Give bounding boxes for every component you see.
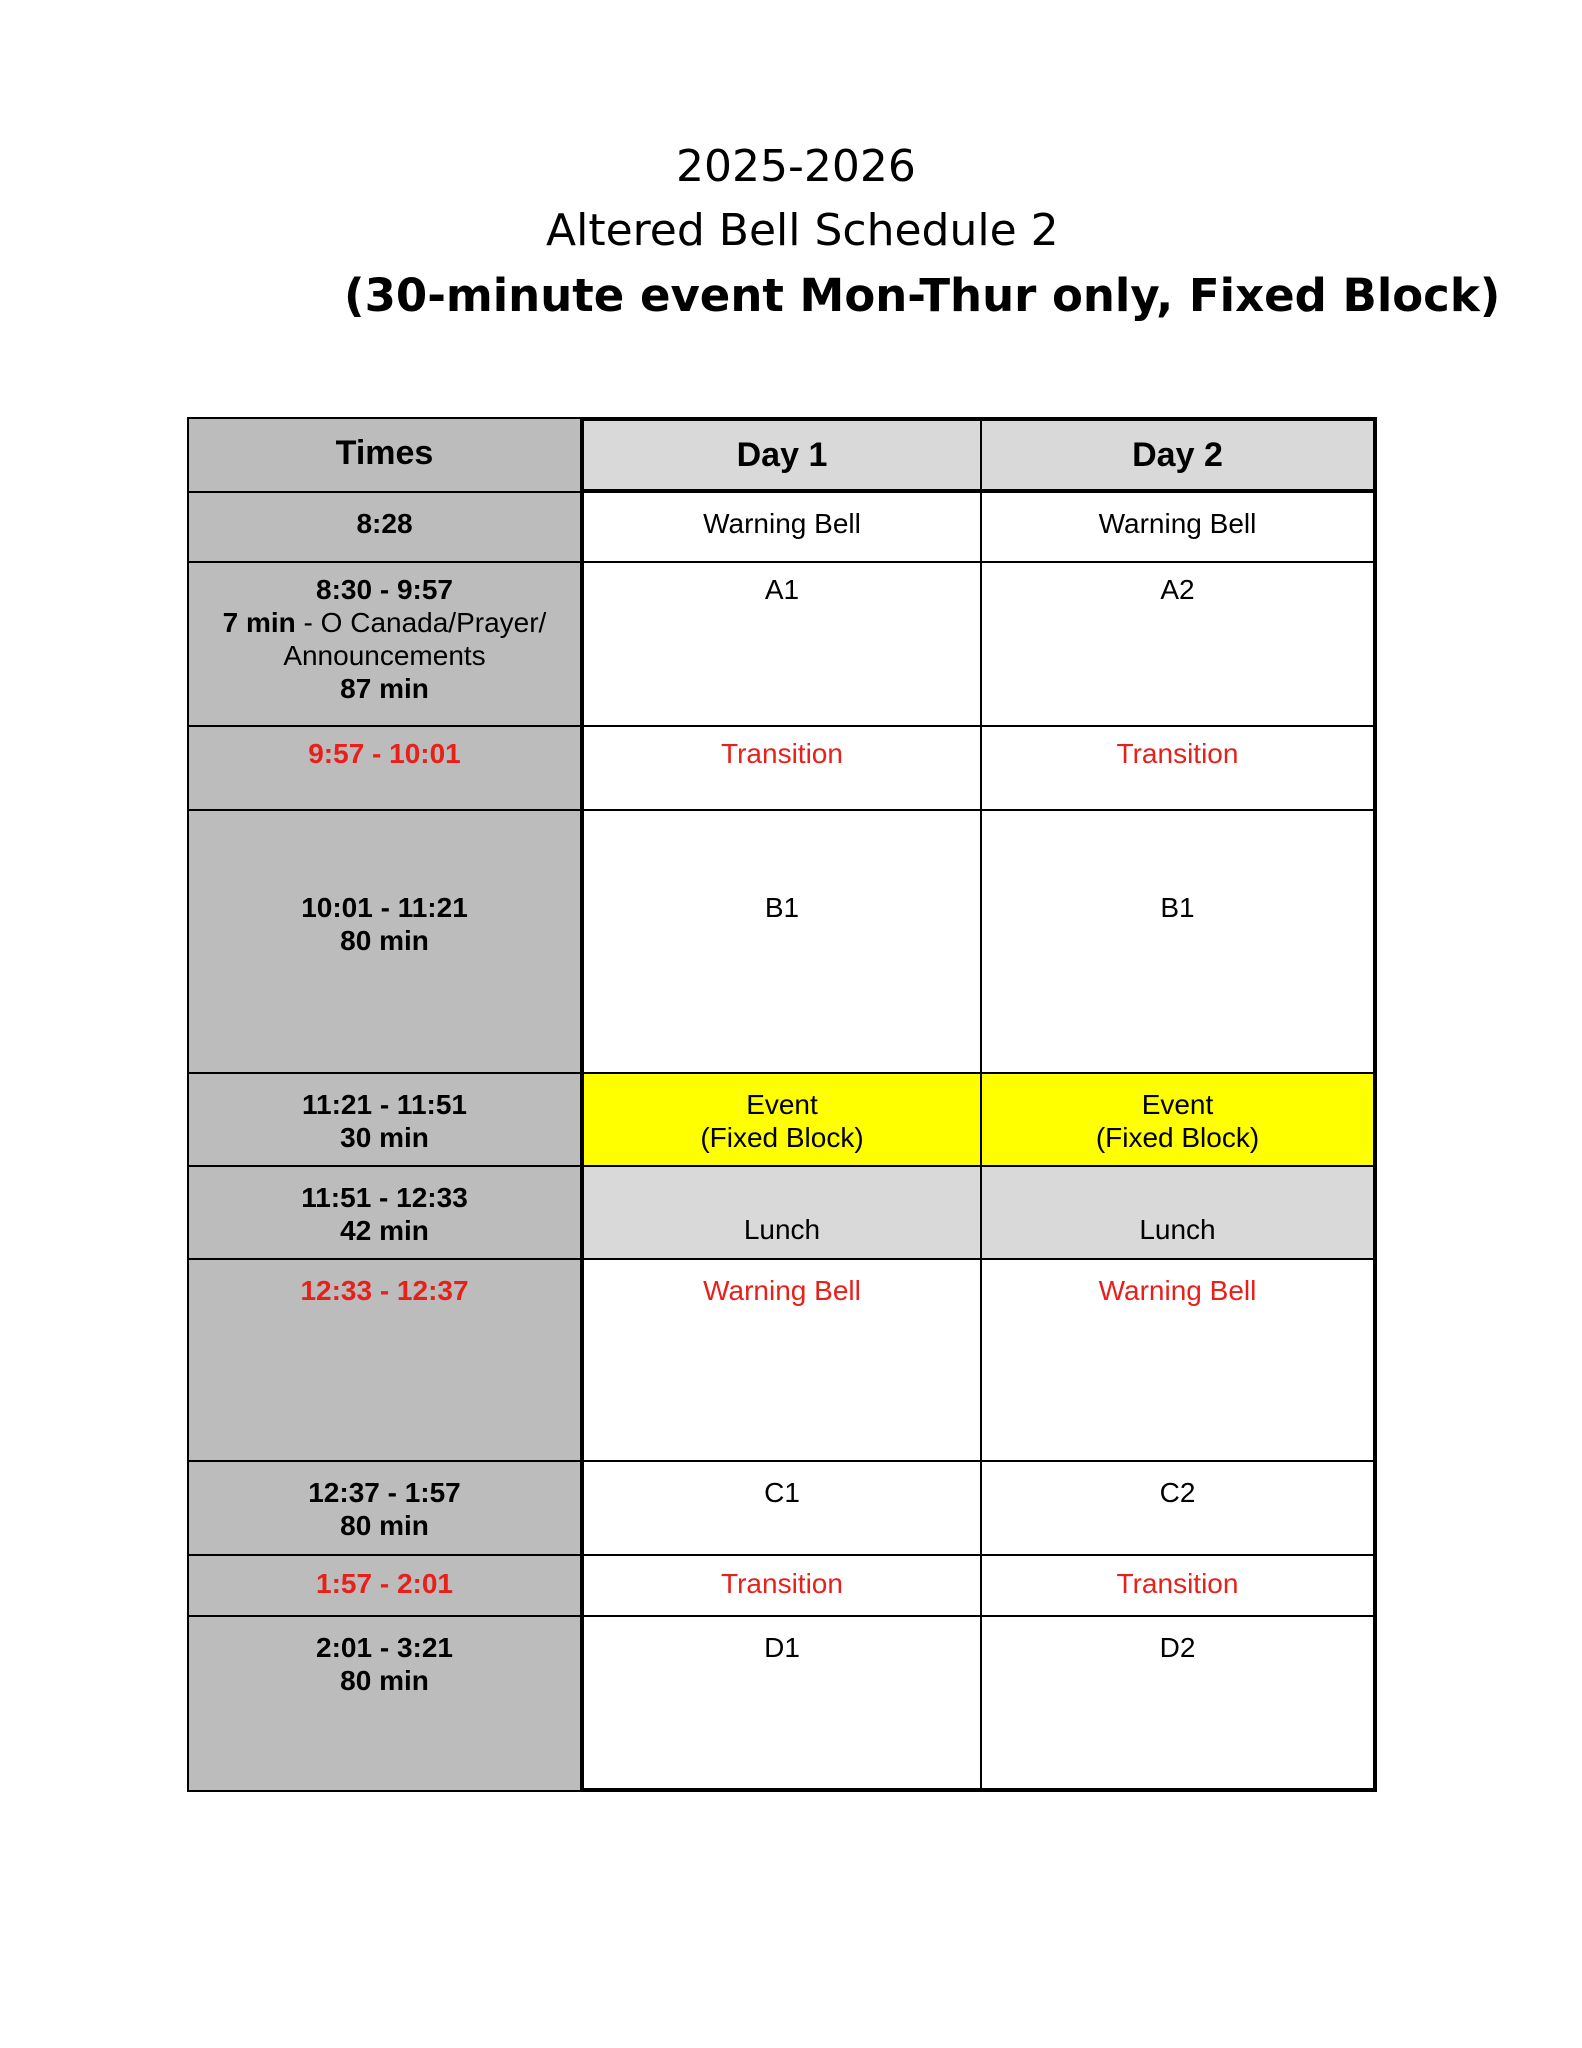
event-label: Event [746, 1089, 818, 1120]
event-note: (Fixed Block) [1095, 1122, 1260, 1153]
day1-lunch-cell: Lunch [580, 1167, 980, 1260]
time-note: Announcements [283, 640, 486, 671]
day1-cell: C1 [580, 1462, 980, 1556]
time-range: 10:01 - 11:21 [301, 892, 468, 923]
event-label: Event [1141, 1089, 1214, 1120]
day1-cell: Transition [580, 727, 980, 811]
time-duration: 87 min [340, 673, 429, 704]
time-note: 7 min - O Canada/Prayer/ [222, 607, 547, 638]
time-cell [187, 1462, 580, 1556]
time-range: 12:37 - 1:57 [308, 1477, 461, 1508]
time-range: 2:01 - 3:21 [316, 1632, 453, 1663]
bell-schedule-table [187, 417, 1377, 1792]
day2-cell: Transition [980, 1556, 1377, 1617]
day1-event-cell [580, 1074, 980, 1167]
header-day-2: Day 2 [980, 417, 1377, 493]
day2-lunch-cell: Lunch [980, 1167, 1377, 1260]
day1-cell: D1 [580, 1617, 980, 1792]
header-times: Times [187, 417, 580, 493]
day1-cell: A1 [580, 563, 980, 727]
time-duration: 80 min [340, 1665, 429, 1696]
time-cell [187, 811, 580, 1074]
time-duration: 80 min [340, 925, 429, 956]
time-cell [187, 563, 580, 727]
day2-cell: Warning Bell [980, 1260, 1377, 1462]
time-duration: 42 min [340, 1215, 429, 1246]
title-name: Altered Bell Schedule 2 [546, 205, 1059, 256]
header-day-1: Day 1 [580, 417, 980, 493]
time-cell [187, 1617, 580, 1792]
time-duration: 80 min [340, 1510, 429, 1541]
day1-cell: Warning Bell [580, 493, 980, 563]
day1-cell: B1 [580, 811, 980, 1074]
day2-cell: C2 [980, 1462, 1377, 1556]
day2-cell: Transition [980, 727, 1377, 811]
day2-cell: Warning Bell [980, 493, 1377, 563]
time-cell: 12:33 - 12:37 [187, 1260, 580, 1462]
time-cell [187, 1074, 580, 1167]
day1-cell: Warning Bell [580, 1260, 980, 1462]
title-year: 2025-2026 [676, 141, 916, 192]
time-cell [187, 1167, 580, 1260]
day2-event-cell [980, 1074, 1377, 1167]
time-range: 11:21 - 11:51 [301, 1089, 468, 1120]
time-cell: 1:57 - 2:01 [187, 1556, 580, 1617]
time-range: 8:30 - 9:57 [316, 574, 453, 605]
time-cell: 8:28 [187, 493, 580, 563]
time-duration: 30 min [340, 1122, 429, 1153]
title-subtitle: (30-minute event Mon-Thur only, Fixed Block) [344, 269, 1501, 322]
day1-cell: Transition [580, 1556, 980, 1617]
day2-cell: D2 [980, 1617, 1377, 1792]
day2-cell: A2 [980, 563, 1377, 727]
event-note: (Fixed Block) [700, 1122, 864, 1153]
time-range: 11:51 - 12:33 [301, 1182, 468, 1213]
time-cell: 9:57 - 10:01 [187, 727, 580, 811]
day2-cell: B1 [980, 811, 1377, 1074]
